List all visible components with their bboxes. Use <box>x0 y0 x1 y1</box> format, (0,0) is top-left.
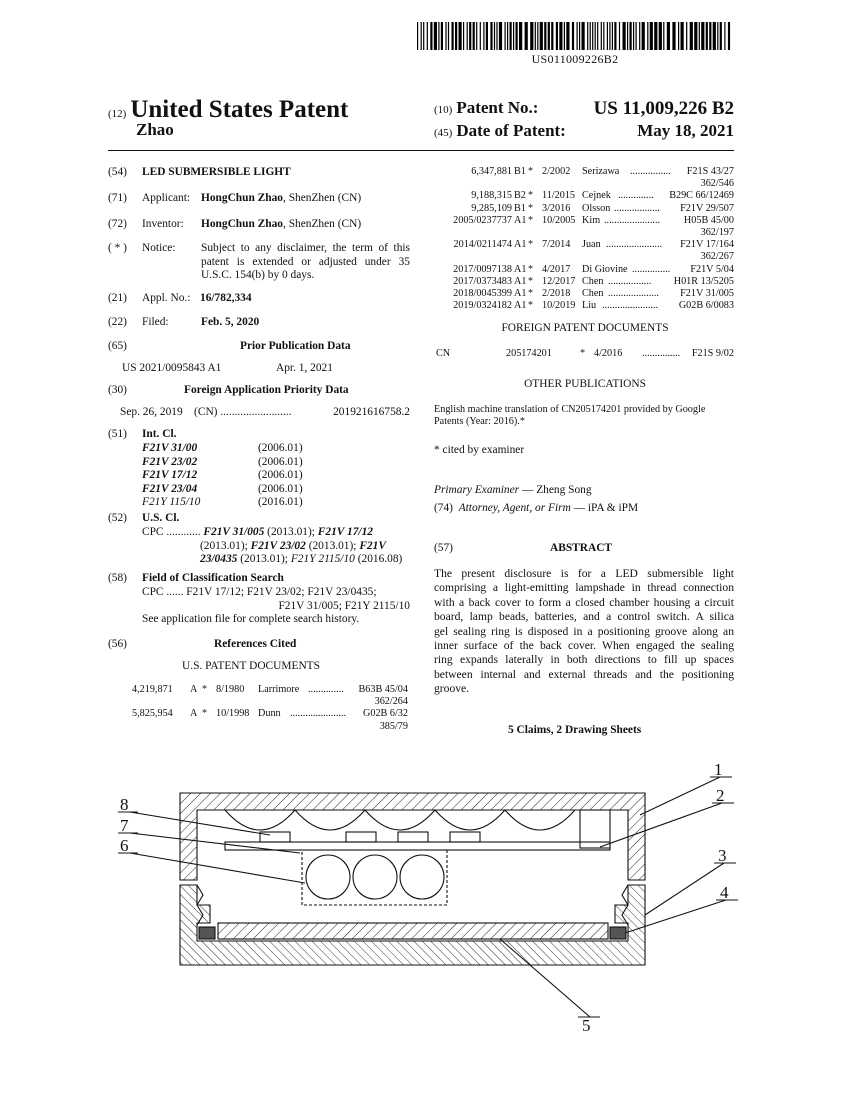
barcode-bar <box>564 22 565 50</box>
barcode-bar <box>496 22 497 50</box>
ref-row: 9,285,109 B1 * 3/2016 Olsson .................. F21V 29/507 <box>471 202 734 214</box>
barcode-bar <box>480 22 481 50</box>
barcode-bar <box>572 22 574 50</box>
battery <box>306 855 350 899</box>
barcode-bar <box>463 22 464 50</box>
date-of-patent-row: (45) Date of Patent: May 18, 2021 <box>434 121 734 140</box>
barcode-bar <box>681 22 684 50</box>
barcode-bar <box>434 22 437 50</box>
barcode-bar <box>556 22 558 50</box>
label-4: 4 <box>720 883 729 902</box>
label-3: 3 <box>718 846 727 865</box>
ref-row: 2019/0324182 A1 * 10/2019 Liu ...................... G02B 6/0083 <box>453 300 734 312</box>
attorney: (74) Attorney, Agent, or Firm — iPA & iPM <box>434 502 639 514</box>
sealing-ring <box>199 927 215 939</box>
cited-note: * cited by examiner <box>434 444 525 456</box>
barcode-bar <box>510 22 512 50</box>
barcode-bar <box>537 22 538 50</box>
barcode-bar <box>672 22 675 50</box>
barcode-bar <box>612 22 613 50</box>
barcode-bar <box>659 22 662 50</box>
lamp-bead <box>346 832 376 842</box>
patent-number-row: (10) Patent No.: US 11,009,226 B2 <box>434 98 734 119</box>
inventor-field: (72) Inventor: HongChun Zhao, ShenZhen (CN) <box>108 218 362 230</box>
barcode-bar <box>619 22 620 50</box>
us-refs-right <box>436 166 734 312</box>
battery-box <box>302 850 447 905</box>
barcode-bar <box>728 22 730 50</box>
us-cl: (52) U.S. Cl. CPC ............ F21V 31/005 (2013.01); F21V 17/12 (2013.01); F21V 23/02 (2013.01); F21V 23/0435 (2013.01); F21Y 2115/10 (2016.08) <box>108 512 403 566</box>
notice-field: ( * ) Notice: Subject to any disclaimer, the term of this patent is extended or adjusted under 35 U.S.C. 154(b) by 0 days. <box>108 242 410 282</box>
barcode-bar <box>639 22 640 50</box>
barcode-bar <box>535 22 536 50</box>
ref-row: 2018/0045399 A1 * 2/2018 Chen .................... F21V 31/005 <box>453 287 734 299</box>
barcode-bar <box>486 22 488 50</box>
barcode-bar <box>423 22 424 50</box>
barcode-bar <box>427 22 428 50</box>
barcode-number: US011009226B2 <box>531 52 619 66</box>
barcode-bar <box>601 22 602 50</box>
label-8: 8 <box>120 795 129 814</box>
barcode-bar <box>623 22 626 50</box>
references-cited: (56) References Cited U.S. PATENT DOCUMENTS <box>108 638 320 672</box>
lampshade <box>180 793 645 880</box>
barcode-bar <box>590 22 591 50</box>
barcode-bar <box>690 22 693 50</box>
abstract-text: The present disclosure is for a LED submersible light comprising a light-emitting lampshade in thread connection with a back cover to form a closed chamber housing a circuit board, lamp beads, batteries, and a control switch. A silica gel sealing ring is disposed in a positioning groove along an inner surface of the back cover. When engaged the sealing ring expands laterally in both directions to fill up spaces between internal and external threads and the positioning groove. <box>434 567 734 696</box>
barcode-bar <box>551 22 553 50</box>
primary-examiner: Primary Examiner — Zheng Song <box>434 484 592 496</box>
barcode-bar <box>636 22 637 50</box>
foreign-docs-title: FOREIGN PATENT DOCUMENTS <box>501 322 669 334</box>
barcode-bar <box>559 22 562 50</box>
left-column <box>108 166 410 733</box>
barcode-bar <box>706 22 708 50</box>
label-2: 2 <box>716 786 725 805</box>
claims-summary: 5 Claims, 2 Drawing Sheets <box>508 724 642 736</box>
barcode-bar <box>603 22 604 50</box>
other-pub-entry: English machine translation of CN205174201 provided by Google Patents (Year: 2016).* <box>434 404 706 428</box>
ref-row: 4,219,871 A * 8/1980 Larrimore .............. B63B 45/04 362/264 <box>132 684 408 708</box>
battery <box>353 855 397 899</box>
barcode-bar <box>678 22 679 50</box>
lens-bumps <box>225 810 575 830</box>
barcode-bar <box>494 22 495 50</box>
sealing-ring <box>610 927 626 939</box>
barcode-bar <box>519 22 522 50</box>
barcode-bar <box>647 22 648 50</box>
barcode-bar <box>701 22 704 50</box>
barcode-bar <box>540 22 543 50</box>
barcode-bar <box>516 22 518 50</box>
abstract-heading: (57) ABSTRACT <box>434 542 613 554</box>
barcode-bar <box>667 22 670 50</box>
int-cl: (51) Int. Cl. F21V 31/00 (2006.01) F21V 23/02 (2006.01) F21V 17/12 (2006.01) F21V 23/04 (2006.01) F21Y 115/10 (2016.01) <box>108 428 303 509</box>
ref-row: 6,347,881 B1 * 2/2002 Serizawa ................ F21S 43/27 362/546 <box>471 166 734 190</box>
barcode-bar <box>473 22 475 50</box>
ref-row: 2005/0237737 A1 * 10/2005 Kim ...................... H05B 45/00 362/197 <box>453 214 734 238</box>
header-rule <box>108 150 734 151</box>
barcode-bar <box>459 22 462 50</box>
barcode-bar <box>607 22 608 50</box>
barcode-bar <box>469 22 471 50</box>
foreign-ref-row: CN 205174201 * 4/2016 ............... F21S 9/02 <box>436 348 734 359</box>
lamp-bead <box>450 832 480 842</box>
barcode-bar <box>627 22 628 50</box>
inventor-surname: Zhao <box>136 120 174 139</box>
filed-field: (22) Filed: Feb. 5, 2020 <box>108 316 260 328</box>
prior-publication: (65) Prior Publication Data US 2021/0095843 A1 Apr. 1, 2021 <box>108 340 351 374</box>
barcode-bar <box>709 22 711 50</box>
barcode-bar <box>614 22 616 50</box>
barcode-bar <box>577 22 578 50</box>
barcode-bar <box>421 22 422 50</box>
barcode-bar <box>597 22 598 50</box>
barcode-bar <box>650 22 653 50</box>
lamp-bead <box>260 832 290 842</box>
barcode <box>417 22 733 50</box>
other-pubs-title: OTHER PUBLICATIONS <box>524 378 646 390</box>
barcode-bar <box>417 22 418 50</box>
barcode-bar <box>713 22 716 50</box>
label-5: 5 <box>582 1016 591 1035</box>
barcode-bar <box>720 22 722 50</box>
label-6: 6 <box>120 836 129 855</box>
barcode-bar <box>441 22 443 50</box>
foreign-priority: (30) Foreign Application Priority Data Sep. 26, 2019 (CN) ......................... 201921616758.2 <box>108 384 410 418</box>
us-refs-left <box>132 684 408 733</box>
bottom-plate <box>218 923 608 939</box>
barcode-bar <box>544 22 546 50</box>
title-field: (54) LED SUBMERSIBLE LIGHT <box>108 166 291 178</box>
barcode-bar <box>633 22 634 50</box>
barcode-bar <box>445 22 446 50</box>
barcode-bar <box>582 22 585 50</box>
applicant-field: (71) Applicant: HongChun Zhao, ShenZhen (CN) <box>108 192 362 204</box>
barcode-bar <box>592 22 593 50</box>
barcode-bar <box>699 22 700 50</box>
barcode-bar <box>630 22 632 50</box>
barcode-bar <box>579 22 580 50</box>
ref-row: 9,188,315 B2 * 11/2015 Cejnek .............. B29C 66/12469 <box>471 190 734 202</box>
barcode-bar <box>455 22 457 50</box>
ref-row: 2017/0373483 A1 * 12/2017 Chen ................. H01R 13/5205 <box>453 275 734 287</box>
field-of-search: (58) Field of Classification Search CPC ...... F21V 17/12; F21V 23/02; F21V 23/0435; F21V 31/005; F21Y 2115/10 See application file for complete search history. <box>108 572 410 626</box>
barcode-bar <box>566 22 569 50</box>
barcode-bar <box>513 22 514 50</box>
barcode-bar <box>587 22 588 50</box>
barcode-bar <box>448 22 449 50</box>
barcode-bar <box>548 22 550 50</box>
barcode-bar <box>438 22 439 50</box>
barcode-bar <box>609 22 610 50</box>
battery <box>400 855 444 899</box>
label-1: 1 <box>714 760 723 779</box>
barcode-bar <box>467 22 468 50</box>
ref-row: 2014/0211474 A1 * 7/2014 Juan ...................... F21V 17/164 362/267 <box>453 239 734 263</box>
barcode-bar <box>505 22 506 50</box>
lamp-bead <box>398 832 428 842</box>
cross-section-drawing <box>100 755 750 1040</box>
barcode-bar <box>499 22 502 50</box>
barcode-bar <box>490 22 492 50</box>
barcode-bar <box>430 22 432 50</box>
patent-type: (12) United States Patent <box>108 96 349 123</box>
barcode-bar <box>663 22 664 50</box>
barcode-bar <box>686 22 687 50</box>
barcode-bar <box>507 22 508 50</box>
barcode-bar <box>642 22 645 50</box>
barcode-bar <box>595 22 596 50</box>
barcode-bar <box>694 22 697 50</box>
ref-row: 2017/0097138 A1 * 4/2017 Di Giovine ............... F21V 5/04 <box>453 263 734 275</box>
barcode-bar <box>525 22 528 50</box>
barcode-bar <box>476 22 477 50</box>
barcode-bar <box>654 22 657 50</box>
circuit-board <box>225 842 610 850</box>
appl-no-field: (21) Appl. No.: 16/782,334 <box>108 292 252 304</box>
barcode-bar <box>452 22 454 50</box>
barcode-bar <box>483 22 484 50</box>
ref-row: 5,825,954 A * 10/1998 Dunn ...................... G02B 6/32 385/79 <box>132 708 408 732</box>
barcode-bar <box>724 22 725 50</box>
barcode-bar <box>530 22 533 50</box>
label-7: 7 <box>120 816 129 835</box>
barcode-bar <box>717 22 718 50</box>
